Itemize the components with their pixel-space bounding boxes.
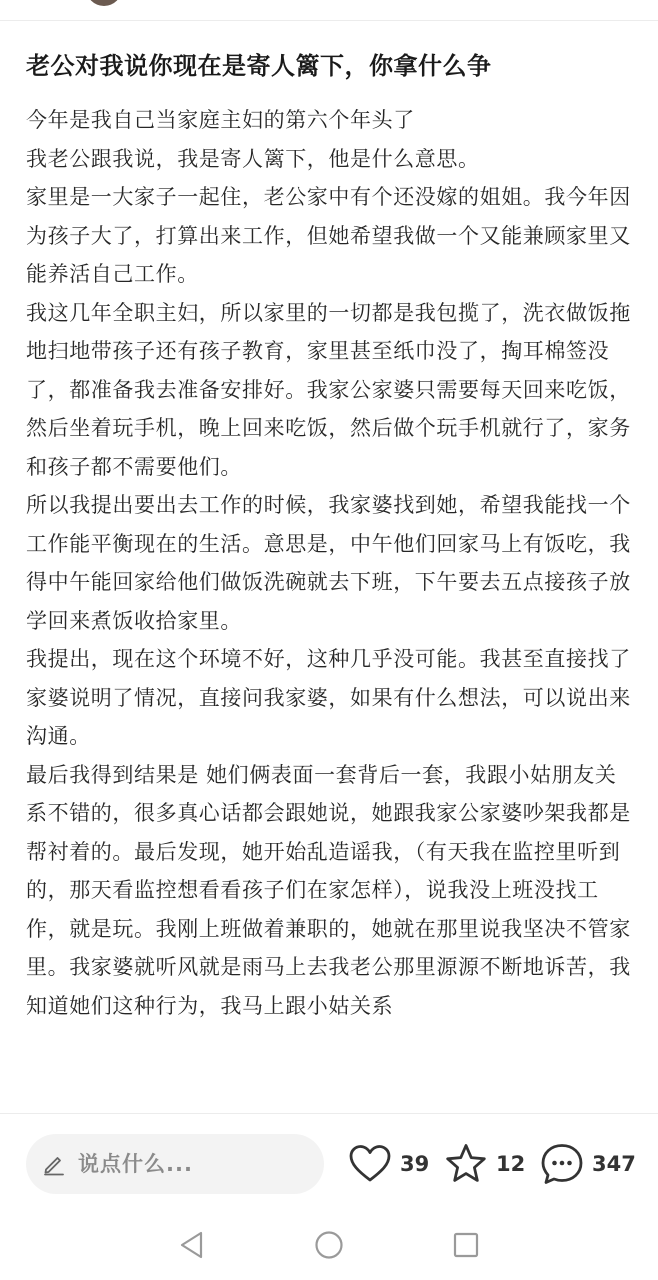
post-title: 老公对我说你现在是寄人篱下，你拿什么争 (26, 52, 492, 80)
top-header-strip (0, 0, 658, 21)
comment-placeholder: 说点什么... (78, 1152, 193, 1176)
star-icon (444, 1142, 488, 1186)
comment-input[interactable] (26, 1134, 324, 1194)
post-paragraph: 我这几年全职主妇，所以家里的一切都是我包揽了，洗衣做饭拖地扫地带孩子还有孩子教育，家里甚至纸巾没了，掏耳棉签没了，都准备我去准备安排好。我家公家婆只需要每天回来吃饭，然后坐着玩手机，晚上回来吃饭，然后做个玩手机就行了，家务和孩子都不需要他们。 (26, 300, 631, 479)
comment-button[interactable] (540, 1142, 636, 1186)
pencil-icon (42, 1152, 66, 1176)
author-avatar[interactable] (86, 0, 122, 6)
system-navigation-bar (0, 1210, 658, 1280)
post-paragraph: 家里是一大家子一起住，老公家中有个还没嫁的姐姐。我今年因为孩子大了，打算出来工作，但她希望我做一个又能兼顾家里又能养活自己工作。 (26, 185, 631, 286)
like-button[interactable] (348, 1142, 429, 1186)
recents-square-icon[interactable] (452, 1230, 480, 1260)
post-body (26, 101, 636, 1113)
post-paragraph: 我提出，现在这个环境不好，这种几乎没可能。我甚至直接找了家婆说明了情况，直接问我家婆，如果有什么想法，可以说出来沟通。 (26, 647, 631, 748)
post-paragraph: 今年是我自己当家庭主妇的第六个年头了 (26, 108, 415, 132)
post-paragraph: 最后我得到结果是 她们俩表面一套背后一套，我跟小姑朋友关系不错的，很多真心话都会跟她说，她跟我家公家婆吵架我都是帮衬着的。最后发现，她开始乱造谣我，（有天我在监控里听到的，那天看监控想看看孩子们在家怎样），说我没上班没找工作，就是玩。我刚上班做着兼职的，她就在那里说我坚决不管家里。我家婆就听风就是雨马上去我老公那里源源不断地诉苦，我知道她们这种行为，我马上跟小姑关系 (26, 762, 631, 1018)
post-paragraph: 所以我提出要出去工作的时候，我家婆找到她，希望我能找一个工作能平衡现在的生活。意思是，中午他们回家马上有饭吃，我得中午能回家给他们做饭洗碗就去下班，下午要去五点接孩子放学回来煮饭收拾家里。 (26, 493, 631, 633)
favorite-count: 12 (496, 1152, 526, 1176)
heart-icon (348, 1143, 392, 1185)
bottom-action-bar (0, 1113, 658, 1211)
comment-bubble-icon (540, 1142, 584, 1186)
home-circle-icon[interactable] (314, 1230, 344, 1260)
comment-count: 347 (592, 1152, 636, 1176)
post-paragraph: 我老公跟我说，我是寄人篱下，他是什么意思。 (26, 146, 480, 171)
like-count: 39 (400, 1152, 430, 1176)
back-triangle-icon[interactable] (178, 1230, 206, 1260)
favorite-button[interactable] (444, 1142, 525, 1186)
